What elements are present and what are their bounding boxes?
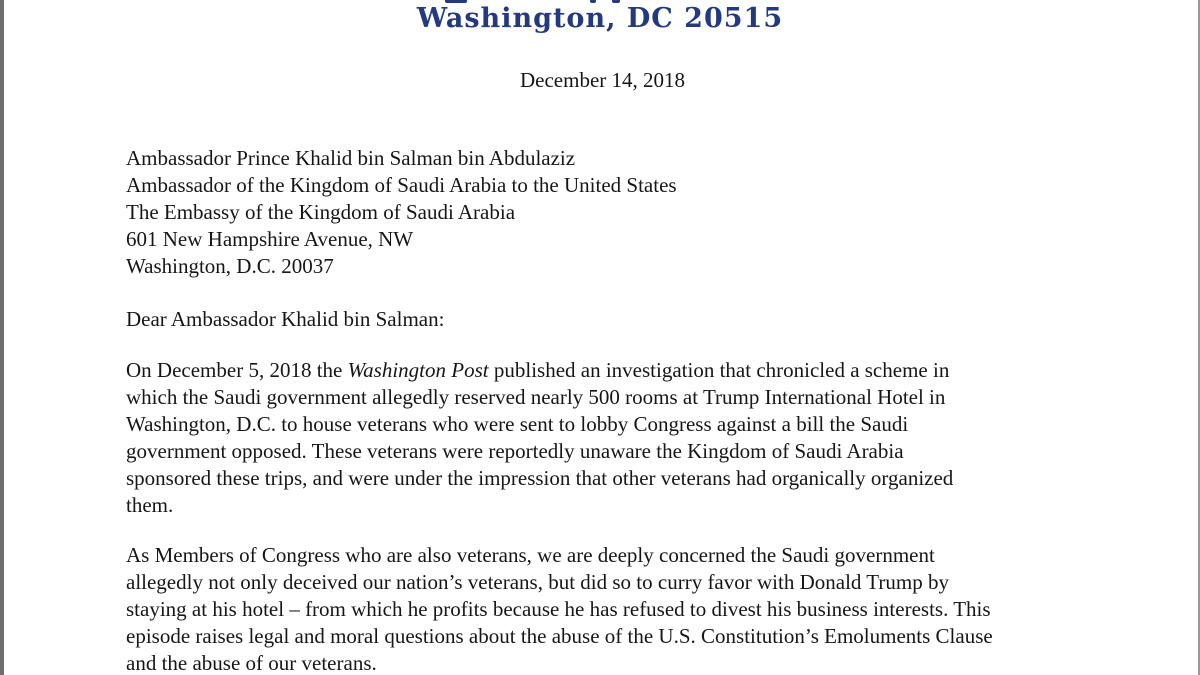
- paragraph-1-suffix: published an investigation that chronicled a scheme in: [488, 358, 950, 382]
- address-line-embassy: The Embassy of the Kingdom of Saudi Arabia: [126, 200, 516, 224]
- paragraph-2-line: allegedly not only deceived our nation’s veterans, but did so to curry favor with Donald Trump by: [126, 570, 949, 594]
- scan-edge-left: [0, 0, 4, 675]
- paragraph-2-line: and the abuse of our veterans.: [126, 651, 377, 675]
- paragraph-2-line: As Members of Congress who are also veterans, we are deeply concerned the Saudi government: [126, 543, 935, 567]
- address-line-title: Ambassador of the Kingdom of Saudi Arabia to the United States: [126, 173, 677, 197]
- paragraph-1-line: sponsored these trips, and were under the impression that other veterans had organically organized: [126, 466, 954, 490]
- address-line-name: Ambassador Prince Khalid bin Salman bin Abdulaziz: [126, 146, 576, 170]
- paragraph-1-line: which the Saudi government allegedly reserved nearly 500 rooms at Trump International Hotel in: [126, 385, 946, 409]
- recipient-address: [126, 145, 677, 280]
- paragraph-1-line: government opposed. These veterans were reportedly unaware the Kingdom of Saudi Arabia: [126, 439, 904, 463]
- paragraph-1-line: Washington, D.C. to house veterans who were sent to lobby Congress against a bill the Saudi: [126, 412, 909, 436]
- paragraph-1-prefix: On December 5, 2018 the: [126, 358, 348, 382]
- paragraph-1-line-1: [126, 357, 953, 384]
- paragraph-2-line: episode raises legal and moral questions about the abuse of the U.S. Constitution’s Emoluments Clause: [126, 624, 993, 648]
- paragraph-1: [126, 357, 953, 519]
- paragraph-2: [126, 542, 993, 675]
- salutation: Dear Ambassador Khalid bin Salman:: [126, 307, 445, 331]
- letter-date: December 14, 2018: [520, 68, 686, 92]
- publication-title: Washington Post: [347, 358, 489, 382]
- address-line-street: 601 New Hampshire Avenue, NW: [126, 227, 414, 251]
- letterhead-city: Washington, DC 20515: [416, 3, 784, 34]
- address-line-city: Washington, D.C. 20037: [126, 254, 334, 278]
- paragraph-2-line: staying at his hotel – from which he profits because he has refused to divest his business interests. This: [126, 597, 991, 621]
- paragraph-1-line: them.: [126, 493, 174, 517]
